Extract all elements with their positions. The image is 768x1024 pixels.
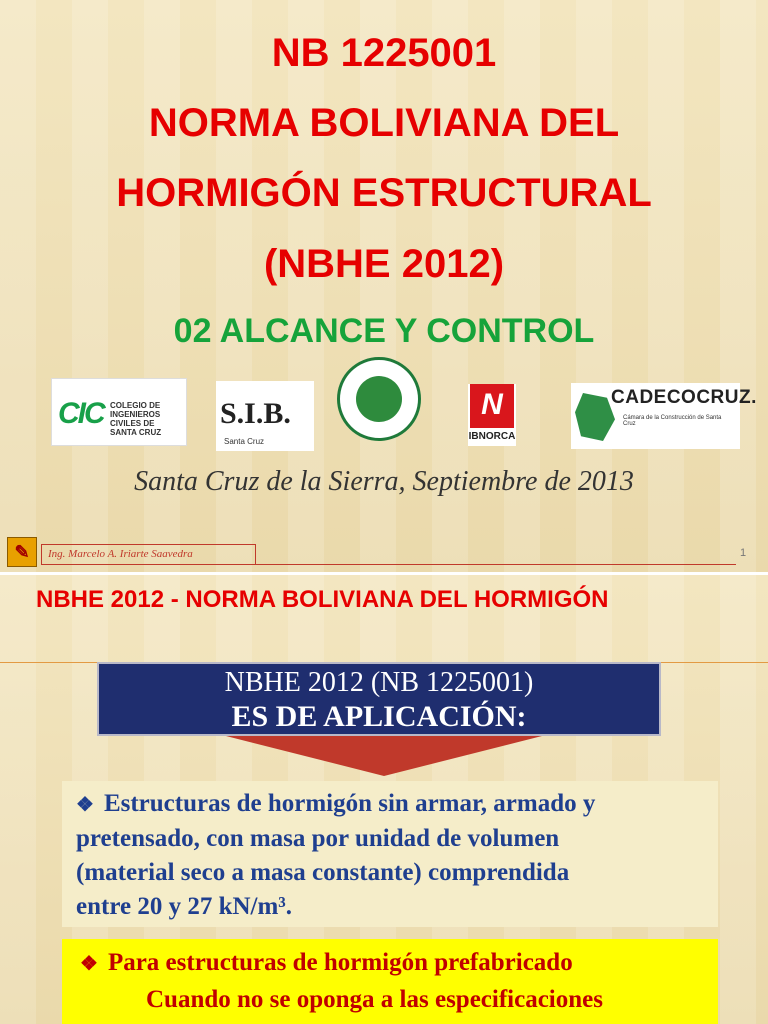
ibnorca-label: IBNORCA (468, 431, 516, 442)
cic-logo (51, 378, 187, 446)
ibnorca-mark: N (481, 388, 503, 421)
heading-line-1: NBHE 2012 (NB 1225001) (224, 667, 534, 698)
place-date: Santa Cruz de la Sierra, Septiembre de 2013 (134, 466, 634, 497)
sib-logo-mark: S.I.B. (220, 397, 291, 430)
cadecocruz-text: Cámara de la Construcción de Santa Cruz (623, 415, 722, 427)
bullet2-line-1: Para estructuras de hormigón prefabricado (107, 949, 573, 976)
slide-title: NBHE 2012 - NORMA BOLIVIANA DEL HORMIGÓN (36, 586, 609, 613)
title-line-1: NB 1225001 (271, 31, 497, 75)
bullet2-line-2: Cuando no se oponga a las especificaciones (146, 986, 603, 1013)
cic-logo-text: COLEGIO DE INGENIEROS CIVILES DE SANTA CRUZ (110, 401, 162, 437)
cic-logo-mark: CIC (58, 397, 104, 430)
cadecocruz-map-icon (575, 393, 615, 441)
sib-logo (216, 381, 314, 451)
cadecocruz-logo (571, 383, 757, 449)
down-arrow-icon (226, 736, 542, 776)
bullet1-line-4: entre 20 y 27 kN/m³. (76, 893, 293, 920)
engineers-college-seal-logo (337, 357, 421, 441)
footer-rule (256, 564, 736, 565)
ibnorca-logo (468, 384, 516, 446)
bullet-structures (62, 781, 718, 927)
title-line-3: HORMIGÓN ESTRUCTURAL (116, 171, 652, 215)
page-number: 1 (740, 547, 747, 559)
bullet1-line-1: Estructuras de hormigón sin armar, armado y (103, 790, 596, 817)
cadecocruz-label: CADECOCRUZ. (611, 387, 757, 408)
title-line-4: (NBHE 2012) (263, 242, 505, 286)
ibnorca-mark-box (470, 384, 514, 428)
diamond-bullet-icon: ❖ (76, 794, 94, 816)
seal-map-icon (356, 376, 402, 422)
sib-logo-text: Santa Cruz (224, 437, 265, 446)
application-heading-box (97, 662, 661, 736)
bullet1-line-2: pretensado, con masa por unidad de volumen (76, 825, 560, 852)
content-slide (0, 575, 768, 1024)
footer-author: Ing. Marcelo A. Iriarte Saavedra (41, 544, 256, 565)
title-line-2: NORMA BOLIVIANA DEL (148, 101, 620, 145)
bullet1-line-3: (material seco a masa constante) comprendida (76, 859, 570, 886)
diamond-bullet-icon: ❖ (80, 953, 98, 975)
author-logo-icon: ✎ (7, 537, 37, 567)
heading-line-2: ES DE APLICACIÓN: (231, 700, 527, 733)
slide-subtitle: 02 ALCANCE Y CONTROL (173, 312, 595, 350)
bullet-prefabricated (62, 939, 718, 1024)
